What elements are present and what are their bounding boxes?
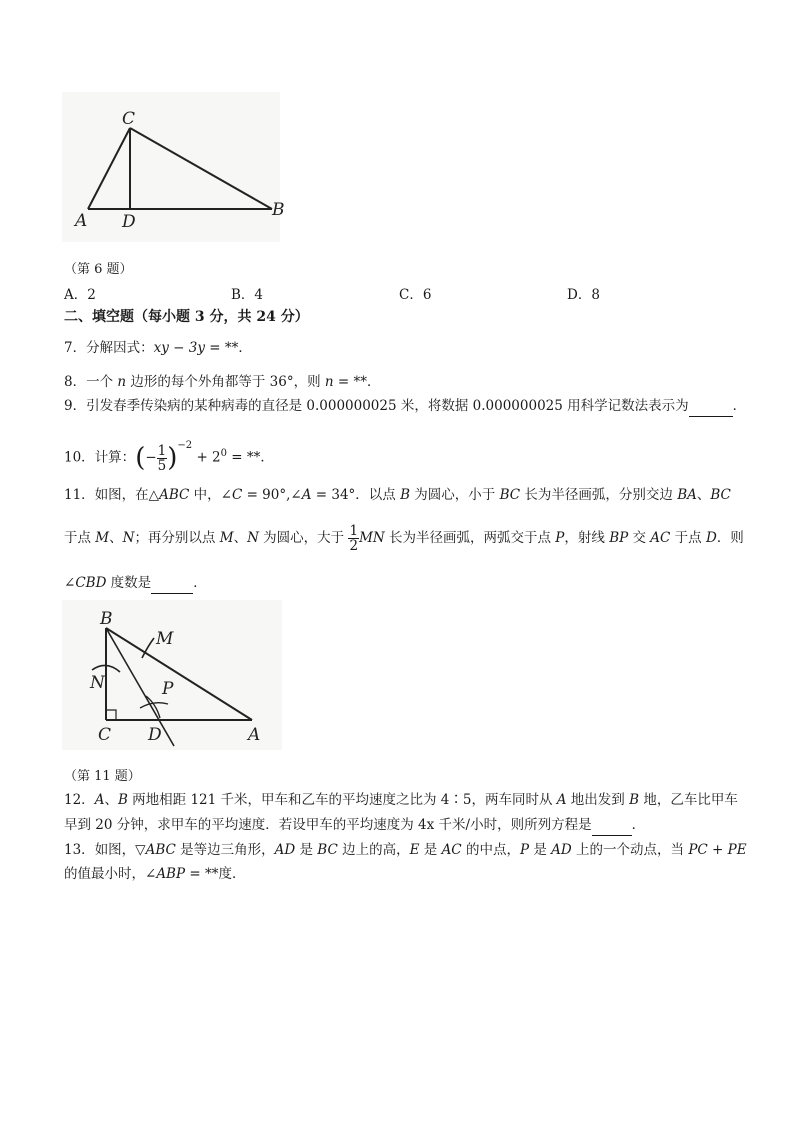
answer-blank-q9[interactable]	[689, 396, 733, 417]
label-d: D	[148, 725, 162, 745]
caption-q11: （第 11 题）	[64, 769, 141, 784]
construction-diagram	[62, 600, 282, 750]
segment-ba	[106, 628, 252, 720]
fraction-one-fifth: $\frac{1}{5}$	[157, 442, 167, 474]
segment-cb	[130, 128, 272, 209]
question-12-line1: 12．A、B 两地相距 121 千米，甲车和乙车的平均速度之比为 4∶5，两车同时从 A 地出发到 B 地，乙车比甲车	[64, 792, 738, 808]
label-a: A	[248, 725, 261, 745]
label-b: B	[272, 200, 285, 220]
option-b: B．4	[231, 287, 264, 303]
question-11-line3: ∠CBD 度数是 ．	[64, 573, 207, 594]
question-7: 7．分解因式：xy − 3y = **．	[64, 340, 252, 356]
label-d: D	[122, 212, 136, 232]
question-8: 8．一个 n 边形的每个外角都等于 36°，则 n = **．	[64, 374, 381, 390]
question-9: 9．引发春季传染病的某种病毒的直径是 0.000000025 米，将数据 0.000000025 用科学记数法表示为 ．	[64, 396, 746, 417]
right-angle-mark	[106, 710, 116, 720]
answer-blank-q11[interactable]	[151, 573, 193, 594]
option-d: D．8	[567, 287, 600, 303]
question-13-line1: 13．如图，▽ABC 是等边三角形，AD 是 BC 边上的高，E 是 AC 的中点，P 是 AD 上的一个动点，当 PC + PE	[64, 842, 747, 858]
question-11-line2: 于点 M、N；再分别以点 M、N 为圆心，大于 $\frac{1}{2}$ MN 长为半径画弧，两弧交于点 P，射线 BP 交 AC 于点 D．则	[64, 523, 744, 554]
question-13-line2: 的值最小时，∠ABP = **度．	[64, 866, 246, 882]
question-10: 10．计算：(− $\frac{1}{5}$ )$^{-2} + 2^0$ = **．	[64, 440, 274, 474]
answer-blank-q12[interactable]	[592, 815, 632, 836]
label-a: A	[75, 211, 88, 231]
label-b: B	[100, 609, 113, 629]
figure-q11	[62, 600, 282, 750]
fraction-one-half: $\frac{1}{2}$	[349, 523, 359, 554]
section-heading-fill-in: 二、填空题（每小题 3 分，共 24 分）	[64, 309, 309, 325]
question-12-line2: 早到 20 分钟，求甲车的平均速度．若设甲车的平均速度为 4x 千米/小时，则所列方程是 ．	[64, 815, 645, 836]
figure-q6	[62, 92, 285, 242]
label-c: C	[122, 109, 136, 129]
label-m: M	[156, 629, 174, 649]
option-c: C．6	[399, 287, 432, 303]
arc-p2	[146, 696, 160, 718]
triangle-abc-diagram	[62, 92, 285, 242]
segment-ac	[88, 128, 130, 209]
question-11-line1: 11．如图，在△ABC 中，∠C = 90°,∠A = 34°．以点 B 为圆心，小于 BC 长为半径画弧，分别交边 BA、BC	[64, 487, 731, 503]
label-n: N	[90, 673, 105, 693]
option-a: A．2	[64, 287, 96, 303]
label-c: C	[98, 725, 112, 745]
caption-q6: （第 6 题）	[64, 262, 133, 277]
label-p: P	[162, 679, 174, 699]
